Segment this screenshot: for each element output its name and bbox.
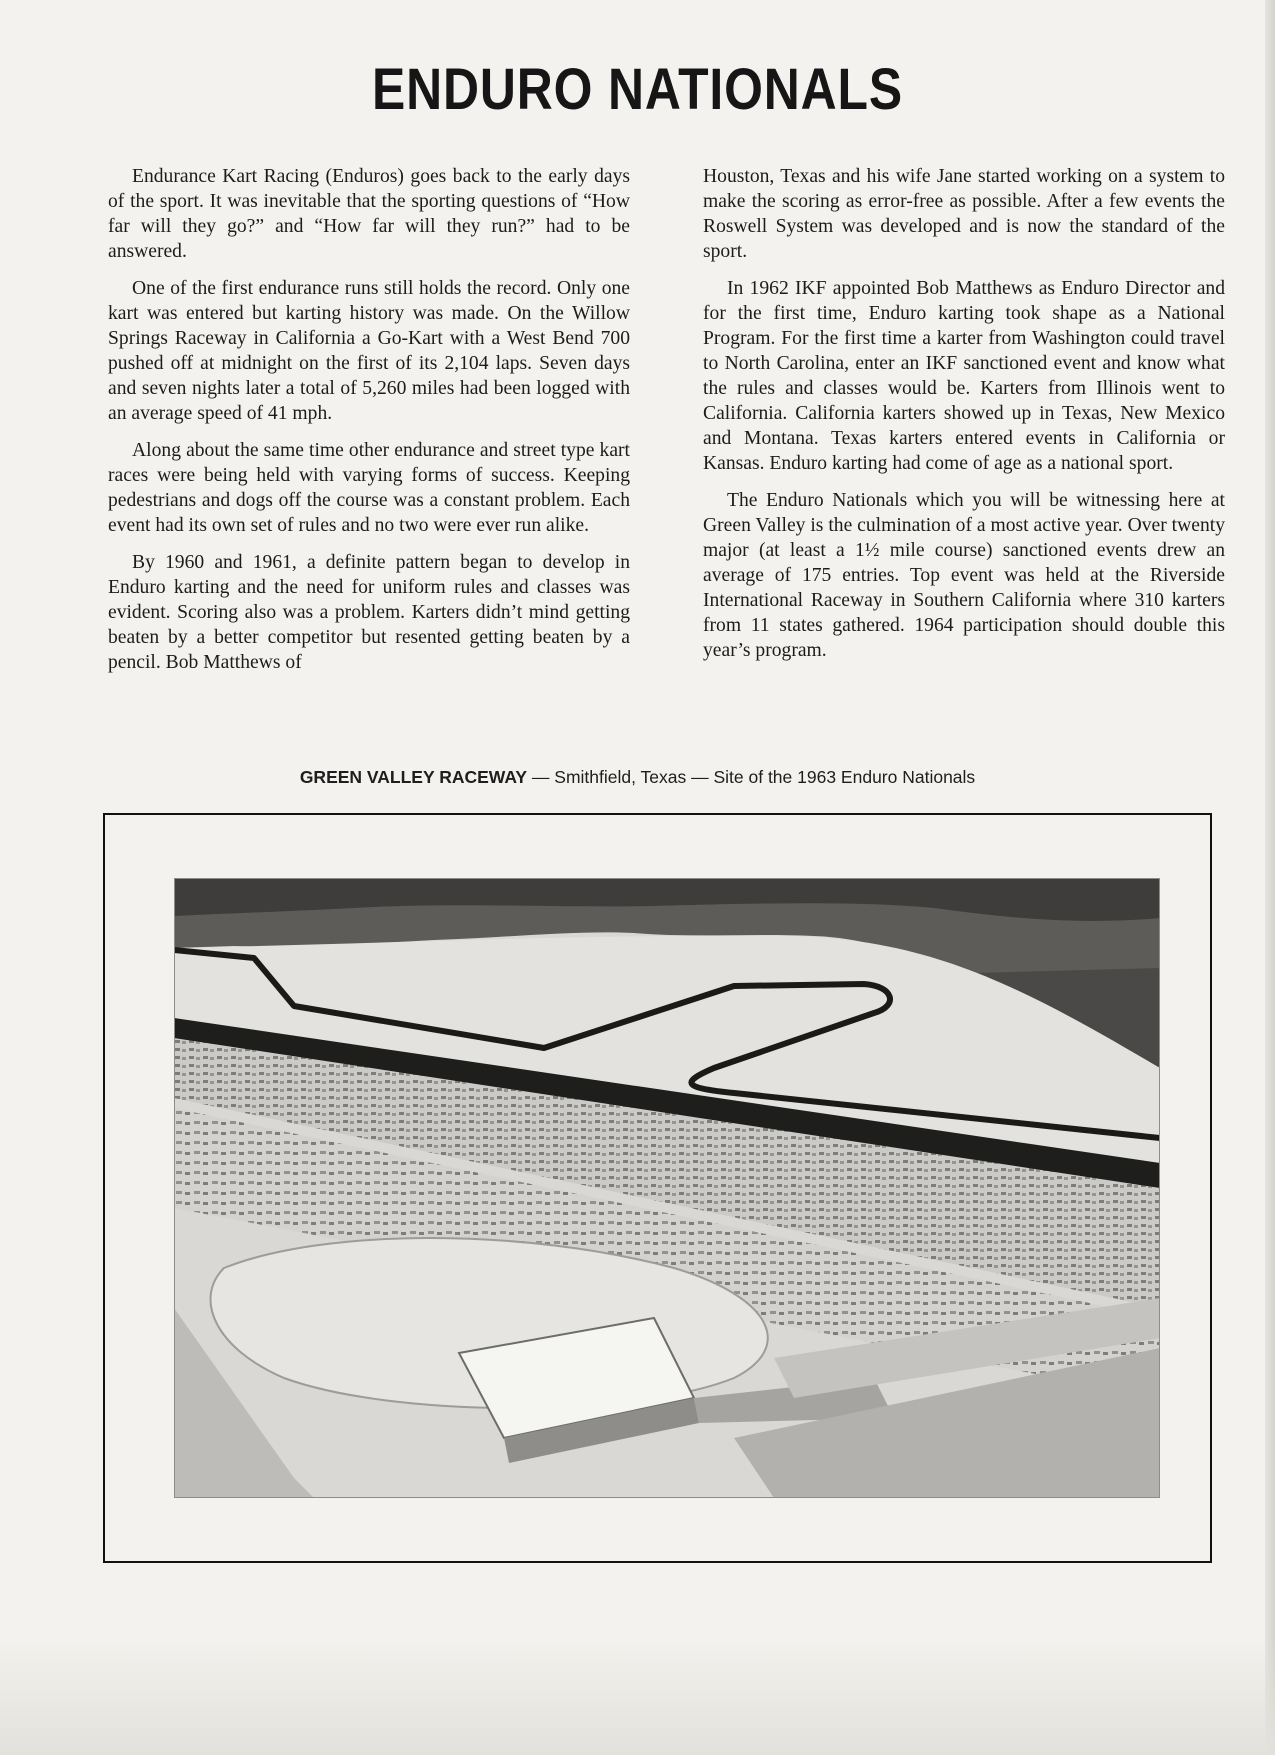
- paragraph: By 1960 and 1961, a definite pattern began to develop in Enduro karting and the need for uniform rules and classes was evident. Scoring also was a problem. Karters didn’t mind getting beaten by a better competitor but resented getting beaten by a pencil. Bob Matthews of: [108, 552, 630, 673]
- paragraph: Endurance Kart Racing (Enduros) goes back to the early days of the sport. It was inevitable that the sporting questions of “How far will they go?” and “How far will they run?” had to be answered.: [108, 166, 630, 262]
- paragraph: Along about the same time other endurance and street type kart races were being held with varying forms of success. Keeping pedestrians and dogs off the course was a constant problem. Each event had its own set of rules and no two were ever run alike.: [108, 440, 630, 536]
- photo-caption: [0, 767, 1275, 788]
- caption-description: Site of the 1963 Enduro Nationals: [713, 767, 976, 787]
- caption-venue: GREEN VALLEY RACEWAY: [299, 767, 528, 787]
- paragraph: One of the first endurance runs still holds the record. Only one kart was entered but karting history was made. On the Willow Springs Raceway in California a Go-Kart with a West Bend 700 pushed off at midnight on the first of its 2,104 laps. Seven days and seven nights later a total of 5,260 miles had been logged with an average speed of 41 mph.: [108, 278, 630, 424]
- caption-location: — Smithfield, Texas —: [531, 767, 709, 787]
- paragraph: In 1962 IKF appointed Bob Matthews as Enduro Director and for the first time, Enduro karting took shape as a National Program. For the first time a karter from Washington could travel to North Carolina, enter an IKF sanctioned event and know what the rules and classes would be. Karters from Illinois went to California. California karters showed up in Texas, New Mexico and Montana. Texas karters entered events in California or Kansas. Enduro karting had come of age as a national sport.: [703, 278, 1225, 474]
- left-column: [108, 164, 630, 687]
- right-column: [703, 164, 1225, 675]
- paragraph: The Enduro Nationals which you will be witnessing here at Green Valley is the culmination of a most active year. Over twenty major (at least a 1½ mile course) sanctioned events drew an average of 175 entries. Top event was held at the Riverside International Raceway in Southern California where 310 karters from 11 states gathered. 1964 participation should double this year’s program.: [703, 490, 1225, 661]
- aerial-photo-illustration: [174, 878, 1160, 1498]
- aerial-photo: [174, 878, 1160, 1498]
- paragraph: Houston, Texas and his wife Jane started working on a system to make the scoring as error-free as possible. After a few events the Roswell System was developed and is now the standard of the sport.: [703, 166, 1225, 262]
- article-title: ENDURO NATIONALS: [371, 57, 904, 122]
- page-shadow: [0, 1635, 1275, 1755]
- page-edge: [1265, 0, 1275, 1755]
